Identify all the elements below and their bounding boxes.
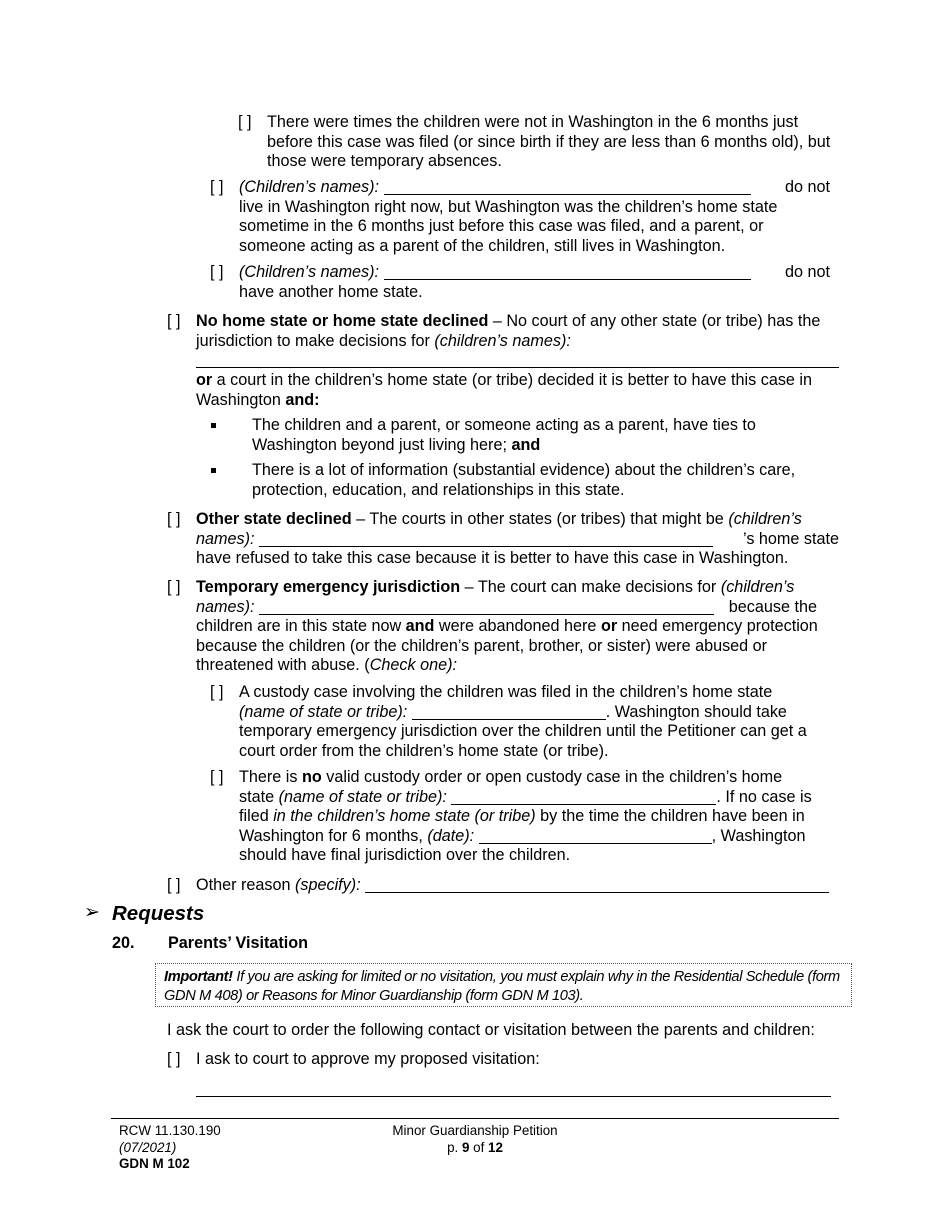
no-other-home-state-item (210, 263, 830, 302)
footer-left (119, 1123, 221, 1173)
state-or-tribe-field[interactable] (412, 705, 606, 720)
footer-title: Minor Guardianship Petition (392, 1123, 558, 1138)
evidence-bullet (210, 461, 810, 500)
no-valid-custody-text: There is no valid custody order or open custody case in the children’s home state (name of state or tribe): . If no case is filed in the children’s home state (or tribe) by the time the children have been in Washington for 6 months, (date): , Washington should have final jurisdiction over the children. (239, 768, 812, 864)
checkbox[interactable]: [ ] (167, 312, 181, 330)
childrens-names-label: (Children’s names): (239, 263, 380, 281)
other-state-declined-heading: Other state declined (196, 510, 352, 528)
other-state-declined-text: Other state declined – The courts in other states (or tribes) that might be (children’s names): ’s home state have refused to take this case because it is better to have this case in Washington. (196, 510, 839, 567)
footer-page-number: 9 (461, 1139, 470, 1155)
temporary-emergency-item (167, 578, 839, 676)
important-label: Important! (164, 969, 233, 985)
temporary-emergency-heading: Temporary emergency jurisdiction (196, 578, 461, 596)
no-home-state-names-field[interactable] (196, 367, 839, 368)
other-reason-item (167, 876, 839, 896)
no-home-state-text (196, 312, 839, 351)
approve-visitation-text: I ask to court to approve my proposed visitation: (196, 1050, 540, 1068)
footer-rcw: RCW 11.130.190 (119, 1123, 221, 1138)
temporary-emergency-names-field[interactable] (259, 600, 714, 615)
important-text: If you are asking for limited or no visitation, you must explain why in the Residential Schedule (form GDN M 408) or Reasons for Minor Guardianship (form GDN M 103). (164, 969, 840, 1004)
no-home-state-heading: No home state or home state declined (196, 312, 489, 330)
custody-case-filed-text: A custody case involving the children was filed in the children’s home state (name of state or tribe): . Washington should take temporary emergency jurisdiction over the children until the Petitioner can get a court order from the children’s home state (or tribe). (239, 683, 807, 760)
temporary-emergency-text: Temporary emergency jurisdiction – The court can make decisions for (children’s names): because the children are in this state now and were abandoned here or need emergency protection because the children (or the children’s parent, brother, or sister) were abused or threatened with abuse. (Check one): (196, 578, 818, 674)
requests-heading: Requests (112, 902, 205, 925)
ties-bullet (210, 416, 810, 455)
approve-visitation-item (167, 1050, 839, 1070)
checkbox[interactable]: [ ] (210, 263, 224, 281)
no-home-state-item (167, 312, 839, 351)
visitation-request-text: I ask the court to order the following contact or visitation between the parents and children: (167, 1021, 815, 1039)
arrow-bullet-icon: ➢ (84, 902, 100, 923)
footer-date: (07/2021) (119, 1139, 177, 1155)
no-other-home-state-body: have another home state. (239, 282, 423, 301)
or-bold: or (196, 371, 213, 389)
other-state-declined-item (167, 510, 839, 569)
no-valid-custody-item (210, 768, 839, 866)
court-declined-text (196, 371, 839, 410)
bullet-icon (210, 416, 252, 455)
other-reason-text: Other reason (specify): (196, 876, 839, 896)
important-note (155, 963, 852, 1007)
checkbox[interactable]: [ ] (238, 113, 252, 131)
checkbox[interactable]: [ ] (210, 768, 224, 786)
section-title: Parents’ Visitation (168, 934, 309, 952)
checkbox[interactable]: [ ] (167, 510, 181, 528)
checkbox[interactable]: [ ] (210, 683, 224, 701)
custody-case-filed-item (210, 683, 839, 761)
or-text: a court in the children’s home state (or tribe) decided it is better to have this case in Washington (196, 371, 813, 409)
do-not-text: do not (784, 263, 830, 281)
not-living-in-washington-item (210, 178, 830, 256)
footer-center (330, 1123, 620, 1156)
proposed-visitation-field[interactable] (196, 1096, 831, 1097)
do-not-text: do not (784, 178, 830, 196)
other-reason-field[interactable] (365, 878, 829, 893)
bullet-icon (210, 461, 252, 500)
footer-page-total: 12 (488, 1139, 503, 1155)
footer-page: p. 9 of 12 (447, 1139, 503, 1155)
checkbox[interactable]: [ ] (210, 178, 224, 196)
childrens-names-field[interactable] (384, 180, 751, 195)
footer-form-number: GDN M 102 (119, 1156, 190, 1171)
date-field[interactable] (479, 829, 712, 844)
no-other-home-state-text (239, 263, 830, 302)
section-number: 20. (112, 934, 135, 952)
checkbox[interactable]: [ ] (167, 1050, 181, 1068)
not-living-body: live in Washington right now, but Washington was the children’s home state sometime in the 6 months just before this case was filed, and a parent, or someone acting as a parent of the children, still lives in Washington. (239, 197, 778, 255)
and-bold: and: (285, 390, 320, 409)
checkbox[interactable]: [ ] (167, 578, 181, 596)
childrens-names-label: (Children’s names): (239, 178, 380, 196)
checkbox[interactable]: [ ] (167, 876, 181, 894)
evidence-text: There is a lot of information (substantial evidence) about the children’s care, protection, education, and relationships in this state. (252, 461, 796, 499)
no-home-state-desc: – No court of any other state (or tribe) has the jurisdiction to make decisions for (196, 312, 821, 350)
temporary-absences-text: There were times the children were not in Washington in the 6 months just before this case was filed (or since birth if they are less than 6 months old), but those were temporary absences. (267, 113, 831, 170)
not-living-in-washington-text (239, 178, 830, 256)
childrens-names-label: (children’s names): (434, 331, 571, 350)
home-state-field[interactable] (451, 790, 716, 805)
childrens-names-field[interactable] (384, 265, 751, 280)
temporary-absences-item (238, 113, 838, 172)
ties-text: The children and a parent, or someone acting as a parent, have ties to Washington beyond just living here; and (252, 416, 756, 454)
other-state-names-field[interactable] (259, 532, 713, 547)
footer-divider (111, 1118, 839, 1119)
